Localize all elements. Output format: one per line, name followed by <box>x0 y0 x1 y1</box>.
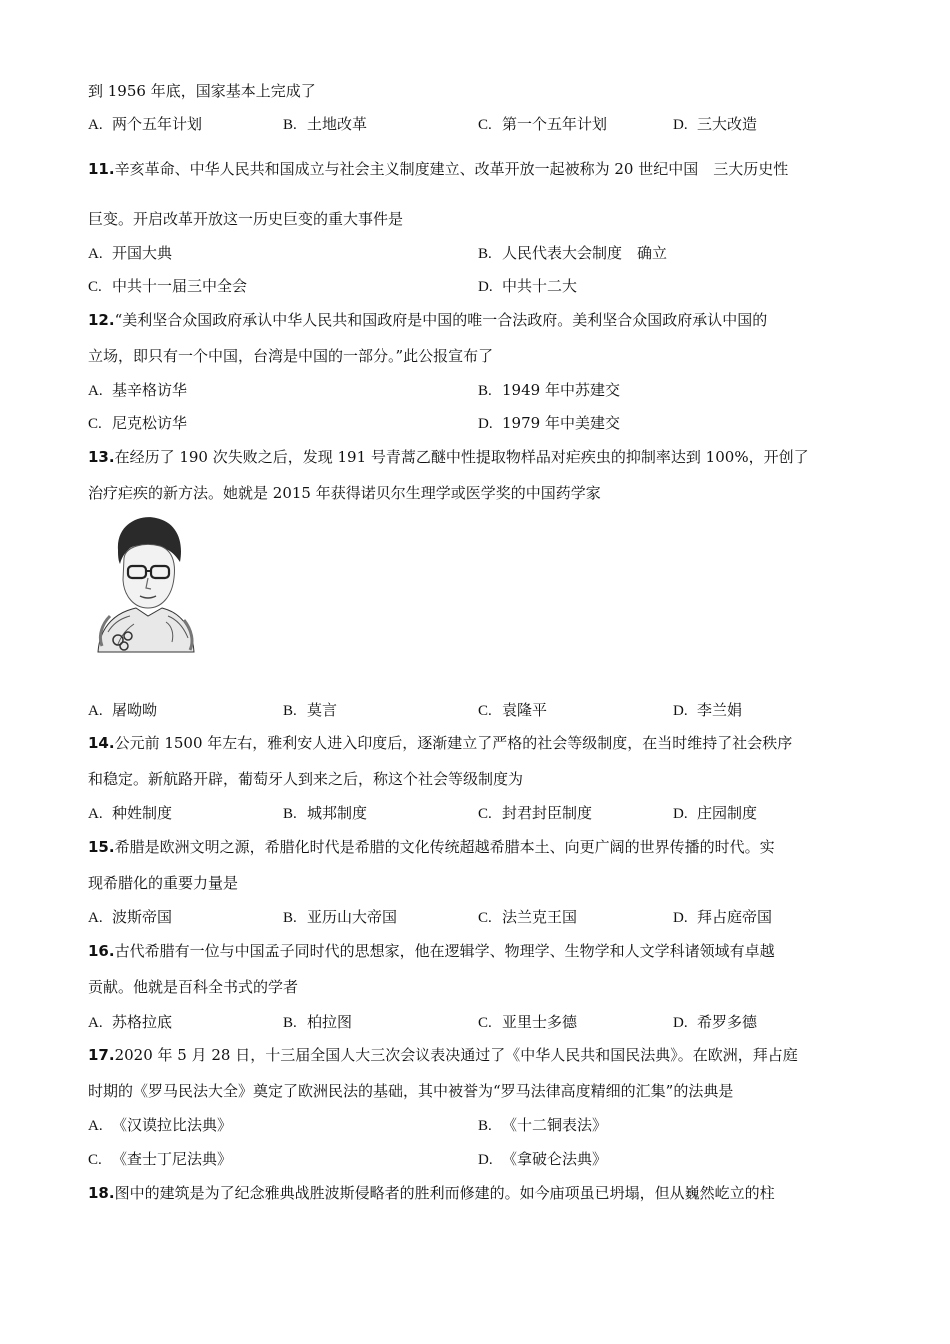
q17-option-b[interactable]: B. 《十二铜表法》 <box>478 1116 608 1134</box>
q12-options-row1 <box>88 380 868 400</box>
intro-line: 到 1956 年底，国家基本上完成了 <box>88 82 316 100</box>
q11-stem-line2: 巨变。开启改革开放这一历史巨变的重大事件是 <box>88 210 404 228</box>
q13-option-b[interactable]: B. 莫言 <box>283 701 338 719</box>
q13-option-a[interactable]: A. 屠呦呦 <box>88 701 158 719</box>
q12-stem-line2: 立场，即只有一个中国，台湾是中国的一部分。”此公报宣布了 <box>88 347 494 365</box>
q17-option-a[interactable]: A. 《汉谟拉比法典》 <box>88 1116 233 1134</box>
q15-option-c[interactable]: C. 法兰克王国 <box>478 908 578 926</box>
q16-option-c[interactable]: C. 亚里士多德 <box>478 1013 578 1031</box>
q12-number: 12. <box>88 311 115 329</box>
q14-option-d[interactable]: D. 庄园制度 <box>673 804 758 822</box>
q17-options-row1 <box>88 1115 868 1135</box>
q10-options <box>88 114 868 134</box>
q11-option-c[interactable]: C. 中共十一届三中全会 <box>88 277 248 295</box>
q17-stem-line2: 时期的《罗马民法大全》奠定了欧洲民法的基础，其中被誉为“罗马法律高度精细的汇集”的法典是 <box>88 1082 734 1100</box>
q16-stem-line2: 贡献。他就是百科全书式的学者 <box>88 978 299 996</box>
q15-stem-line2: 现希腊化的重要力量是 <box>88 874 239 892</box>
q14-option-a[interactable]: A. 种姓制度 <box>88 804 173 822</box>
q12-options-row2 <box>88 413 868 433</box>
q16-option-b[interactable]: B. 柏拉图 <box>283 1013 353 1031</box>
q12-option-b[interactable]: B. 1949 年中苏建交 <box>478 381 620 399</box>
q13-options <box>88 700 868 720</box>
q16-number: 16. <box>88 942 115 960</box>
q17-options-row2 <box>88 1149 868 1169</box>
q15-option-d[interactable]: D. 拜占庭帝国 <box>673 908 773 926</box>
q13-option-c[interactable]: C. 袁隆平 <box>478 701 548 719</box>
q15-options <box>88 907 868 927</box>
q16-option-a[interactable]: A. 苏格拉底 <box>88 1013 173 1031</box>
q11-stem-line1: 11.辛亥革命、中华人民共和国成立与社会主义制度建立、改革开放一起被称为 20 世纪中国 三大历史性 <box>88 160 789 178</box>
q15-option-a[interactable]: A. 波斯帝国 <box>88 908 173 926</box>
q14-option-c[interactable]: C. 封君封臣制度 <box>478 804 593 822</box>
q12-option-a[interactable]: A. 基辛格访华 <box>88 381 188 399</box>
q16-stem-line1: 16.古代希腊有一位与中国孟子同时代的思想家，他在逻辑学、物理学、生物学和人文学科诸领域有卓越 <box>88 942 775 960</box>
q14-option-b[interactable]: B. 城邦制度 <box>283 804 368 822</box>
q15-option-b[interactable]: B. 亚历山大帝国 <box>283 908 398 926</box>
q13-stem-line1: 13.在经历了 190 次失败之后，发现 191 号青蒿乙醚中性提取物样品对疟疾虫的抑制率达到 100%，开创了 <box>88 448 809 466</box>
q11-number: 11. <box>88 160 115 178</box>
q17-option-d[interactable]: D. 《拿破仑法典》 <box>478 1150 608 1168</box>
q18-stem-line1: 18.图中的建筑是为了纪念雅典战胜波斯侵略者的胜利而修建的。如今庙项虽已坍塌，但从巍然屹立的柱 <box>88 1184 775 1202</box>
q17-number: 17. <box>88 1046 115 1064</box>
q11-options-row1 <box>88 243 868 263</box>
q10-option-a[interactable]: A. 两个五年计划 <box>88 115 203 133</box>
q15-stem-line1: 15.希腊是欧洲文明之源，希腊化时代是希腊的文化传统超越希腊本土、向更广阔的世界传播的时代。实 <box>88 838 775 856</box>
q10-option-c[interactable]: C. 第一个五年计划 <box>478 115 608 133</box>
q15-number: 15. <box>88 838 115 856</box>
q12-option-c[interactable]: C. 尼克松访华 <box>88 414 188 432</box>
q10-option-b[interactable]: B. 土地改革 <box>283 115 368 133</box>
q14-options <box>88 803 868 823</box>
q11-option-a[interactable]: A. 开国大典 <box>88 244 173 262</box>
q11-option-b[interactable]: B. 人民代表大会制度 确立 <box>478 244 668 262</box>
q14-stem-line2: 和稳定。新航路开辟，葡萄牙人到来之后，称这个社会等级制度为 <box>88 770 524 788</box>
q13-number: 13. <box>88 448 115 466</box>
q14-number: 14. <box>88 734 115 752</box>
q13-stem-line2: 治疗疟疾的新方法。她就是 2015 年获得诺贝尔生理学或医学奖的中国药学家 <box>88 484 601 502</box>
q17-option-c[interactable]: C. 《查士丁尼法典》 <box>88 1150 233 1168</box>
q12-option-d[interactable]: D. 1979 年中美建交 <box>478 414 620 432</box>
q13-option-d[interactable]: D. 李兰娟 <box>673 701 743 719</box>
q17-stem-line1: 17.2020 年 5 月 28 日，十三届全国人大三次会议表决通过了《中华人民共和国民法典》。在欧洲，拜占庭 <box>88 1046 798 1064</box>
q14-stem-line1: 14.公元前 1500 年左右，雅利安人进入印度后，逐渐建立了严格的社会等级制度，在当时维持了社会秩序 <box>88 734 793 752</box>
q11-option-d[interactable]: D. 中共十二大 <box>478 277 578 295</box>
q11-options-row2 <box>88 276 868 296</box>
q12-stem-line1: 12.“美利坚合众国政府承认中华人民共和国政府是中国的唯一合法政府。美利坚合众国政府承认中国的 <box>88 311 768 329</box>
q16-options <box>88 1012 868 1032</box>
q16-option-d[interactable]: D. 希罗多德 <box>673 1013 758 1031</box>
q10-option-d[interactable]: D. 三大改造 <box>673 115 758 133</box>
portrait-image <box>88 512 198 654</box>
q18-number: 18. <box>88 1184 115 1202</box>
